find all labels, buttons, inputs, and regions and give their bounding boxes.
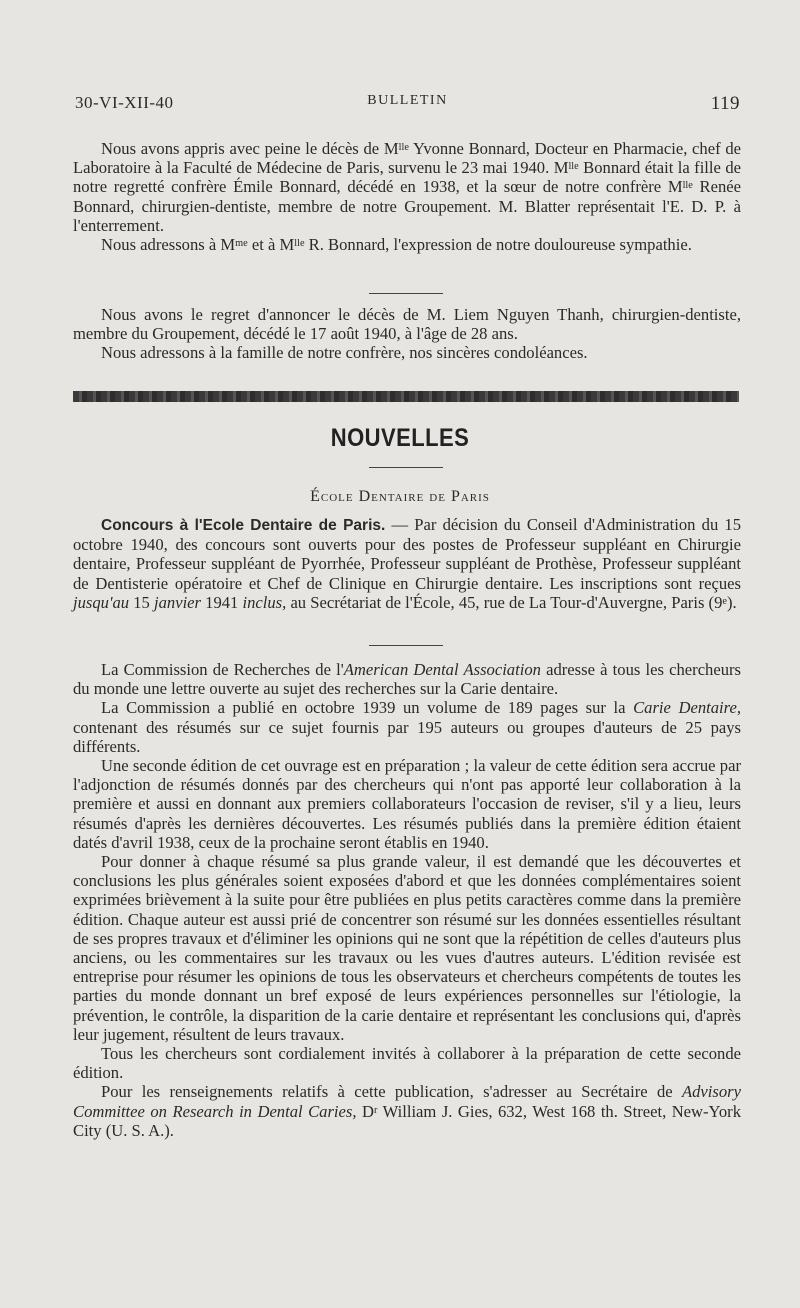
subsection-title: École Dentaire de Paris — [310, 488, 490, 505]
commission-notice — [73, 660, 741, 1140]
page-header — [75, 93, 740, 117]
paragraph: Une seconde édition de cet ouvrage est en préparation ; la valeur de cette édition sera accrue par l'adjonction de résumés donnés par des chercheurs qui n'ont pas apporté leur collaboration à la première et aussi en donnant aux premiers collaborateurs l'occasion de reviser, s'il y a lieu, leurs résumés d'après les dernières découvertes. Les résumés publiés dans la première édition étaient datés d'avril 1938, ceux de la prochaine seront établis en 1940. — [73, 756, 741, 852]
section-divider — [369, 645, 443, 646]
paragraph: Nous adressons à $M^{me}$ et à $M^{lle}$ R. Bonnard, l'expression de notre douloureuse sympathie. — [101, 235, 692, 255]
section-title: NOUVELLES — [330, 424, 470, 452]
paragraph: Nous avons le regret d'annoncer le décès de M. Liem Nguyen Thanh, chirurgien-dentiste, membre du Groupement, décédé le 17 août 1940, à l'âge de 28 ans. — [73, 305, 741, 344]
running-title: BULLETIN — [367, 93, 448, 108]
paragraph: Concours à l'Ecole Dentaire de Paris. — Par décision du Conseil d'Administration du 15 octobre 1940, des concours sont ouverts pour des postes de Professeur suppléant en Chirurgie dentaire, Professeur suppléant de Pyorrhée, Professeur suppléant de Prothèse, Professeur suppléant de Dentisterie opératoire et Chef de Clinique en Chirurgie dentaire. Les inscriptions sont reçues jusqu'au 15 janvier 1941 inclus, au Secrétariat de l'École, 45, rue de La Tour-d'Auvergne, Paris (9e). — [73, 515, 742, 612]
issue-date: 30-VI-XII-40 — [75, 93, 174, 112]
paragraph: La Commission de Recherches de l'American Dental Association adresse à tous les chercheurs du monde une lettre ouverte au sujet des recherches sur la Carie dentaire. — [73, 660, 741, 699]
title-underline — [369, 467, 443, 468]
ornamental-band — [73, 391, 739, 402]
paragraph: Nous avons appris avec peine le décès de $M^{lle}$ Yvonne Bonnard, Docteur en Pharmacie, chef de Laboratoire à la Faculté de Médecine de Paris, survenu le 23 mai 1940. $M^{lle}$ Bonnard était la fille de notre regretté confrère Émile Bonnard, décédé en 1938, et la sœur de notre confrère $M^{lle}$ Renée Bonnard, chirurgien-dentiste, membre de notre Groupement. M. Blatter représentait l'E. D. P. à l'enterrement. — [73, 139, 742, 235]
concours-notice — [73, 515, 741, 612]
page-number: 119 — [710, 93, 740, 114]
section-divider — [369, 293, 443, 294]
obituary-liem — [73, 305, 741, 363]
paragraph: Nous adressons à la famille de notre confrère, nos sincères condoléances. — [101, 343, 588, 363]
paragraph: Pour donner à chaque résumé sa plus grande valeur, il est demandé que les découvertes et conclusions les plus générales soient exposées d'abord et que les données complémentaires soient exprimées brièvement à la suite pour être publiées en plus petits caractères comme dans la première édition. Chaque auteur est aussi prié de concentrer son résumé sur les données essentielles résultant de ses propres travaux et d'éliminer les opinions qui ne sont que la répétition de celles d'auteurs plus anciens, ou les commentaires sur les travaux ou les vues d'autres auteurs. L'édition revisée est entreprise pour résumer les opinions de tous les observateurs et chercheurs compétents de toutes les parties du monde donnant un bref exposé de leurs expériences personnelles sur l'étiologie, la prévention, le contrôle, la disparition de la carie dentaire et représentant les conclusions qui, d'après leur jugement, résultent de leurs travaux. — [73, 852, 741, 1044]
notice-heading: Concours à l'Ecole Dentaire de Paris. — [101, 517, 386, 534]
paragraph: La Commission a publié en octobre 1939 un volume de 189 pages sur la Carie Dentaire, contenant des résumés sur ce sujet fournis par 195 auteurs ou groupes d'auteurs de 25 pays différents. — [73, 698, 741, 756]
paragraph: Tous les chercheurs sont cordialement invités à collaborer à la préparation de cette seconde édition. — [73, 1044, 741, 1083]
obituary-bonnard — [73, 139, 741, 254]
paragraph: Pour les renseignements relatifs à cette publication, s'adresser au Secrétaire de Advisory Committee on Research in Dental Caries, $D^r$ William J. Gies, 632, West 168 th. Street, New-York City (U. S. A.). — [73, 1082, 741, 1140]
